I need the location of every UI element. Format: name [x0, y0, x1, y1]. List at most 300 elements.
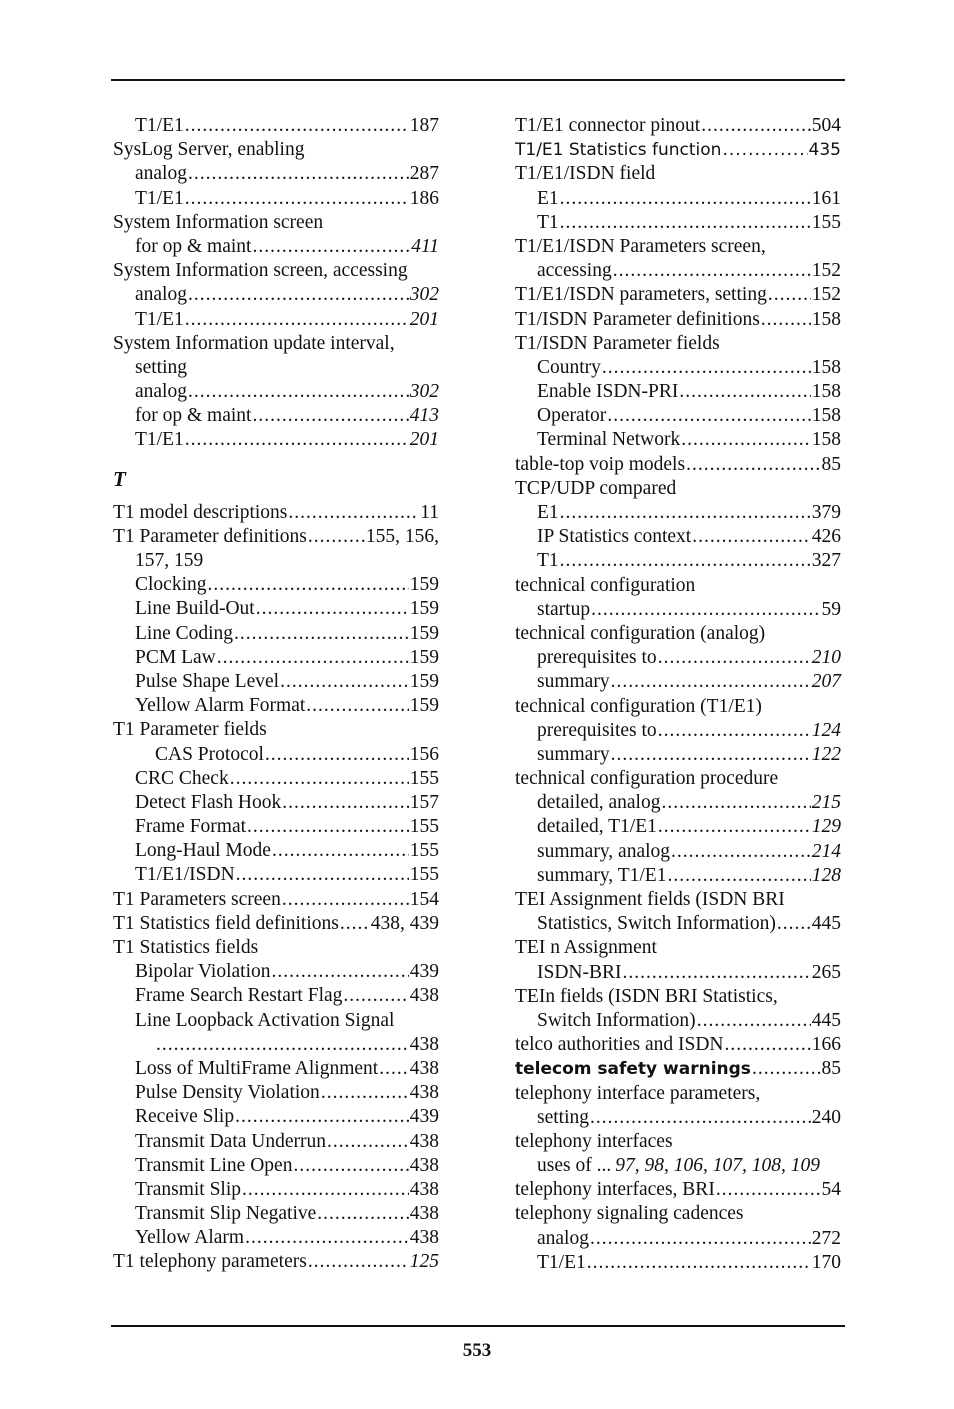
index-subentry: [515, 912, 841, 936]
entry-text: detailed, T1/E1: [537, 816, 657, 838]
dot-leader: [716, 1178, 821, 1202]
dot-leader: [288, 501, 419, 525]
entry-text: Statistics, Switch Information): [537, 913, 776, 935]
index-entry: [515, 767, 841, 791]
entry-page-refs: 201: [409, 429, 439, 451]
dot-leader: [306, 694, 408, 718]
entry-text: Operator: [537, 405, 607, 427]
entry-text: detailed, analog: [537, 792, 661, 814]
index-subentry: [113, 549, 439, 573]
index-entry: [515, 332, 841, 356]
entry-page-refs: 438: [409, 1178, 439, 1200]
entry-text: T1/E1: [135, 308, 184, 330]
entry-text: T1: [537, 211, 559, 233]
entry-text: IP Statistics context: [537, 526, 692, 548]
entry-page-refs: 302: [409, 284, 439, 306]
entry-text: T1/E1 connector pinout: [515, 115, 701, 136]
dot-leader: [272, 839, 409, 863]
entry-page-refs: 155: [409, 864, 439, 886]
index-subentry: [113, 380, 439, 404]
entry-page-refs: 54: [821, 1179, 841, 1201]
entry-page-refs: 302: [409, 381, 439, 403]
entry-page-refs: 438: [409, 1033, 439, 1055]
dot-leader: [208, 573, 409, 597]
entry-text: T1 telephony parameters: [113, 1251, 307, 1273]
entry-page-refs: 159: [409, 598, 439, 620]
entry-page-refs: 157: [409, 791, 439, 813]
entry-text: technical configuration procedure: [515, 768, 779, 790]
entry-text: analog: [135, 381, 187, 403]
dot-leader: [343, 984, 408, 1008]
index-section-letter: T: [113, 466, 126, 491]
index-entry: [113, 525, 439, 549]
entry-page-refs: 158: [811, 356, 841, 378]
entry-page-refs: 438: [409, 1154, 439, 1176]
dot-leader: [752, 1057, 821, 1081]
top-rule: [111, 79, 845, 81]
index-subentry: [113, 1202, 439, 1226]
entry-page-refs: 158: [811, 429, 841, 451]
dot-leader: [282, 888, 409, 912]
dot-leader: [256, 597, 409, 621]
index-entry: [113, 211, 439, 235]
entry-page-refs: 413: [409, 405, 439, 427]
entry-text: T1 Statistics field definitions: [113, 912, 339, 934]
entry-text: Transmit Line Open: [135, 1154, 293, 1176]
entry-text: CRC Check: [135, 767, 229, 789]
dot-leader: [282, 791, 409, 815]
entry-text: Yellow Alarm Format: [135, 695, 306, 717]
index-entry: [113, 501, 439, 525]
entry-text: T1 Parameters screen: [113, 888, 281, 910]
entry-text: ISDN-BRI: [537, 961, 622, 983]
entry-page-refs: 158: [811, 381, 841, 403]
entry-page-refs: 186: [409, 187, 439, 209]
index-subentry: [515, 743, 841, 767]
entry-text: PCM Law: [135, 646, 216, 668]
index-subentry: [113, 622, 439, 646]
index-entry: [515, 138, 841, 162]
entry-text: uses of ...: [537, 1155, 612, 1177]
entry-page-refs: 125: [409, 1251, 439, 1273]
index-entry: [113, 1250, 439, 1274]
dot-leader: [591, 598, 820, 622]
dot-leader: [661, 791, 810, 815]
dot-leader: [679, 380, 810, 404]
entry-page-refs: 159: [409, 622, 439, 644]
entry-text: E1: [537, 502, 559, 523]
dot-leader: [607, 404, 810, 428]
dot-leader: [217, 646, 409, 670]
dot-leader: [308, 1250, 409, 1274]
entry-text: E1: [537, 187, 559, 209]
entry-page-refs: 124: [811, 719, 841, 741]
entry-page-refs: 155: [811, 211, 841, 233]
entry-page-refs: 159: [409, 646, 439, 668]
index-subentry: [515, 380, 841, 404]
entry-text: T1: [537, 550, 559, 572]
index-subentry: [515, 211, 841, 235]
index-entry: [515, 985, 841, 1009]
dot-leader: [340, 912, 370, 936]
entry-text: Pulse Density Violation: [135, 1082, 320, 1104]
index-entry: [515, 114, 841, 138]
index-subentry: [113, 670, 439, 694]
entry-text: telephony signaling cadences: [515, 1203, 744, 1225]
index-subentry: [515, 961, 841, 985]
entry-text: T1/E1: [135, 115, 184, 136]
entry-text: telco authorities and ISDN: [515, 1034, 724, 1056]
index-subentry: [113, 114, 439, 138]
index-column-left: [113, 114, 439, 1275]
entry-text: table-top voip models: [515, 453, 686, 475]
entry-page-refs: 170: [811, 1251, 841, 1273]
entry-page-refs: 158: [811, 308, 841, 330]
index-subentry: [515, 428, 841, 452]
entry-page-refs: 158: [811, 405, 841, 427]
index-subentry: [113, 1226, 439, 1250]
entry-text: prerequisites to: [537, 647, 657, 669]
entry-text: Yellow Alarm: [135, 1227, 245, 1249]
index-subentry: [515, 864, 841, 888]
dot-leader: [236, 863, 409, 887]
entry-page-refs: 439: [409, 1106, 439, 1128]
dot-leader: [725, 1033, 811, 1057]
dot-leader: [265, 743, 409, 767]
dot-leader: [667, 864, 810, 888]
entry-page-refs: 215: [811, 792, 841, 814]
entry-text: Transmit Slip: [135, 1178, 242, 1200]
entry-text: T1/E1/ISDN parameters, setting: [515, 284, 767, 306]
dot-leader: [590, 1106, 811, 1130]
index-column-right: [515, 114, 841, 1275]
dot-leader: [379, 1057, 409, 1081]
index-entry: [113, 138, 439, 162]
dot-leader: [188, 380, 409, 404]
entry-text: T1 Parameter definitions: [113, 525, 307, 547]
index-subentry: [113, 863, 439, 887]
entry-text: Receive Slip: [135, 1106, 235, 1128]
entry-page-refs: 265: [811, 961, 841, 983]
entry-page-refs: 154: [409, 888, 439, 910]
entry-page-refs: 445: [811, 913, 841, 935]
entry-page-refs: 156: [409, 743, 439, 765]
index-entry: [515, 1178, 841, 1202]
index-entry: [515, 622, 841, 646]
dot-leader: [560, 549, 811, 573]
entry-text: TEI Assignment fields (ISDN BRI: [515, 889, 785, 910]
dot-leader: [185, 187, 409, 211]
entry-text: Line Loopback Activation Signal: [135, 1009, 395, 1031]
dot-leader: [692, 525, 811, 549]
index-subentry: [113, 1057, 439, 1081]
index-subentry: [113, 791, 439, 815]
entry-page-refs: 438: [409, 1082, 439, 1104]
index-subentry: [113, 960, 439, 984]
bottom-rule: [111, 1325, 845, 1327]
dot-leader: [613, 259, 811, 283]
entry-page-refs: 438: [409, 1227, 439, 1249]
entry-text: summary, T1/E1: [537, 864, 667, 886]
index-entry: [113, 936, 439, 960]
dot-leader: [235, 1105, 409, 1129]
dot-leader: [560, 501, 811, 525]
dot-leader: [234, 622, 409, 646]
entry-text: telecom safety warnings: [515, 1059, 751, 1080]
entry-text: T1/ISDN Parameter definitions: [515, 308, 760, 330]
index-subentry: [515, 791, 841, 815]
index-subentry: [113, 815, 439, 839]
dot-leader: [185, 428, 409, 452]
entry-text: summary: [537, 671, 610, 693]
dot-leader: [280, 670, 409, 694]
index-subentry: [515, 259, 841, 283]
entry-text: System Information screen, accessing: [113, 260, 408, 282]
entry-page-refs: 438: [409, 985, 439, 1007]
index-subentry: [515, 670, 841, 694]
entry-page-refs: 11: [420, 501, 439, 523]
entry-text: System Information screen: [113, 211, 324, 233]
dot-leader: [697, 1009, 811, 1033]
index-subentry: [113, 694, 439, 718]
entry-page-refs: 59: [821, 598, 841, 620]
entry-page-refs: 214: [811, 840, 841, 862]
index-subentry: [113, 356, 439, 380]
entry-text: T1/E1/ISDN: [135, 864, 235, 886]
dot-leader: [590, 1227, 811, 1251]
entry-page-refs: 210: [811, 647, 841, 669]
index-subentry: [113, 308, 439, 332]
index-subentry: [515, 1154, 841, 1178]
index-subentry: [515, 1106, 841, 1130]
entry-page-refs: 122: [811, 743, 841, 765]
entry-page-refs: 439: [409, 961, 439, 983]
index-entry: [515, 695, 841, 719]
entry-page-refs: 152: [811, 284, 841, 306]
index-subentry: [515, 1251, 841, 1275]
entry-text: T1/E1: [537, 1251, 586, 1273]
entry-text: analog: [537, 1227, 589, 1249]
index-subentry: [515, 598, 841, 622]
entry-text: technical configuration (T1/E1): [515, 695, 762, 717]
index-entry: [515, 235, 841, 259]
dot-leader: [245, 1226, 409, 1250]
entry-text: summary, analog: [537, 840, 671, 862]
entry-text: telephony interfaces, BRI: [515, 1179, 715, 1201]
dot-leader: [686, 453, 820, 477]
entry-text: T1/E1/ISDN Parameters screen,: [515, 235, 766, 257]
index-entry: [515, 1082, 841, 1106]
index-subentry: [113, 1178, 439, 1202]
entry-page-refs: 85: [821, 453, 841, 475]
entry-page-refs: 129: [811, 816, 841, 838]
dot-leader: [560, 211, 811, 235]
dot-leader: [602, 356, 811, 380]
dot-leader: [185, 308, 409, 332]
entry-text: summary: [537, 743, 610, 765]
entry-page-refs: 207: [811, 671, 841, 693]
entry-page-refs: 435: [808, 140, 841, 161]
entry-page-refs: 411: [411, 235, 439, 257]
entry-page-refs: 504: [811, 115, 841, 136]
index-subentry: [113, 1130, 439, 1154]
entry-page-refs: 152: [811, 260, 841, 282]
entry-text: Transmit Slip Negative: [135, 1203, 317, 1225]
entry-page-refs: 426: [811, 526, 841, 548]
entry-page-refs: 166: [811, 1034, 841, 1056]
entry-text: accessing: [537, 260, 612, 282]
dot-leader: [247, 815, 409, 839]
dot-leader: [761, 308, 811, 332]
index-subentry: [113, 162, 439, 186]
entry-page-refs: 287: [409, 163, 439, 185]
entry-text: prerequisites to: [537, 719, 657, 741]
index-subentry: [515, 719, 841, 743]
entry-page-refs: 438: [409, 1057, 439, 1079]
dot-leader: [611, 670, 811, 694]
entry-text: T1 Statistics fields: [113, 937, 259, 958]
dot-leader: [587, 1251, 811, 1275]
entry-text: T1 model descriptions: [113, 501, 288, 523]
entry-page-refs: 155, 156,: [365, 525, 439, 547]
entry-page-refs: 187: [409, 115, 439, 136]
index-subentry: [515, 404, 841, 428]
index-entry: [515, 283, 841, 307]
entry-page-refs: 379: [811, 502, 841, 523]
index-subentry: [515, 549, 841, 573]
entry-text: Clocking: [135, 574, 207, 596]
entry-page-refs: 159: [409, 670, 439, 692]
entry-text: for op & maint: [135, 405, 252, 427]
entry-page-refs: 85: [821, 1058, 841, 1080]
index-subentry: [113, 839, 439, 863]
entry-page-refs: 155: [409, 767, 439, 789]
entry-page-refs: 438, 439: [370, 912, 439, 934]
entry-text: technical configuration (analog): [515, 622, 766, 644]
entry-page-refs: 272: [811, 1227, 841, 1249]
index-subentry: [113, 767, 439, 791]
index-entry: [515, 1202, 841, 1226]
index-subentry: [515, 1227, 841, 1251]
index-subentry: [113, 743, 439, 767]
entry-page-refs: 240: [811, 1106, 841, 1128]
dot-leader: [188, 162, 409, 186]
entry-page-refs: 155: [409, 816, 439, 838]
index-subentry: [113, 1009, 439, 1033]
dot-leader: [272, 960, 409, 984]
entry-text: Terminal Network: [537, 429, 681, 451]
index-subentry: [113, 404, 439, 428]
entry-text: Loss of MultiFrame Alignment: [135, 1057, 379, 1079]
dot-leader: [560, 187, 811, 211]
dot-leader: [156, 1033, 409, 1057]
dot-leader: [658, 815, 811, 839]
entry-text: Enable ISDN-PRI: [537, 381, 679, 403]
index-entry: [515, 453, 841, 477]
entry-text: for op & maint: [135, 235, 252, 257]
entry-text: analog: [135, 163, 187, 185]
index-entry: [515, 888, 841, 912]
entry-text: SysLog Server, enabling: [113, 139, 305, 161]
entry-text: Line Build-Out: [135, 598, 255, 620]
entry-text: telephony interface parameters,: [515, 1082, 761, 1104]
entry-text: setting: [135, 356, 187, 378]
entry-text: T1/ISDN Parameter fields: [515, 332, 720, 354]
index-subentry: [113, 984, 439, 1008]
entry-text: Bipolar Violation: [135, 961, 271, 983]
index-subentry: [515, 840, 841, 864]
entry-text: T1/E1/ISDN field: [515, 163, 656, 185]
index-subentry: [113, 235, 439, 259]
entry-text: T1/E1: [135, 429, 184, 451]
index-subentry: [515, 356, 841, 380]
entry-text: System Information update interval,: [113, 332, 395, 354]
dot-leader: [308, 525, 365, 549]
index-entry: [113, 259, 439, 283]
entry-text: startup: [537, 598, 591, 620]
index-subentry: [113, 646, 439, 670]
dot-leader: [681, 428, 811, 452]
entry-page-refs: 159: [409, 695, 439, 717]
dot-leader: [722, 138, 807, 162]
index-entry: [515, 308, 841, 332]
entry-page-refs: 161: [811, 187, 841, 209]
index-entry: [113, 888, 439, 912]
entry-text: Switch Information): [537, 1009, 696, 1031]
index-subentry: [515, 1009, 841, 1033]
index-subentry: [113, 283, 439, 307]
index-entry: [515, 1033, 841, 1057]
dot-leader: [611, 743, 811, 767]
entry-text: Frame Format: [135, 816, 247, 838]
entry-text: T1 Parameter fields: [113, 719, 267, 741]
dot-leader: [327, 1130, 409, 1154]
entry-page-refs: 201: [409, 308, 439, 330]
index-subentry: [113, 1154, 439, 1178]
index-entry: [113, 912, 439, 936]
dot-leader: [768, 283, 811, 307]
index-subentry: [515, 815, 841, 839]
page-number: 553: [462, 1340, 492, 1361]
index-entry: [113, 718, 439, 742]
dot-leader: [185, 114, 409, 138]
entry-text: TCP/UDP compared: [515, 477, 677, 499]
index-subentry: [113, 1081, 439, 1105]
index-subentry: [113, 1105, 439, 1129]
index-entry: [515, 1057, 841, 1081]
entry-page-refs: 97, 98, 106, 107, 108, 109: [615, 1155, 820, 1177]
dot-leader: [188, 283, 409, 307]
dot-leader: [230, 767, 409, 791]
index-entry: [113, 332, 439, 356]
entry-text: Transmit Data Underrun: [135, 1130, 327, 1152]
dot-leader: [252, 404, 408, 428]
entry-text: Pulse Shape Level: [135, 670, 280, 692]
index-subentry: [113, 573, 439, 597]
index-entry: [515, 936, 841, 960]
entry-text: T1/E1: [135, 187, 184, 209]
entry-text: CAS Protocol: [155, 743, 264, 765]
entry-text: telephony interfaces: [515, 1130, 673, 1152]
dot-leader: [658, 719, 811, 743]
entry-text: 157, 159: [135, 550, 204, 571]
index-subentry: [515, 501, 841, 525]
index-subentry: [113, 187, 439, 211]
entry-page-refs: 155: [409, 840, 439, 862]
entry-page-refs: 438: [409, 1203, 439, 1225]
index-entry: [515, 477, 841, 501]
entry-text: Line Coding: [135, 622, 234, 644]
